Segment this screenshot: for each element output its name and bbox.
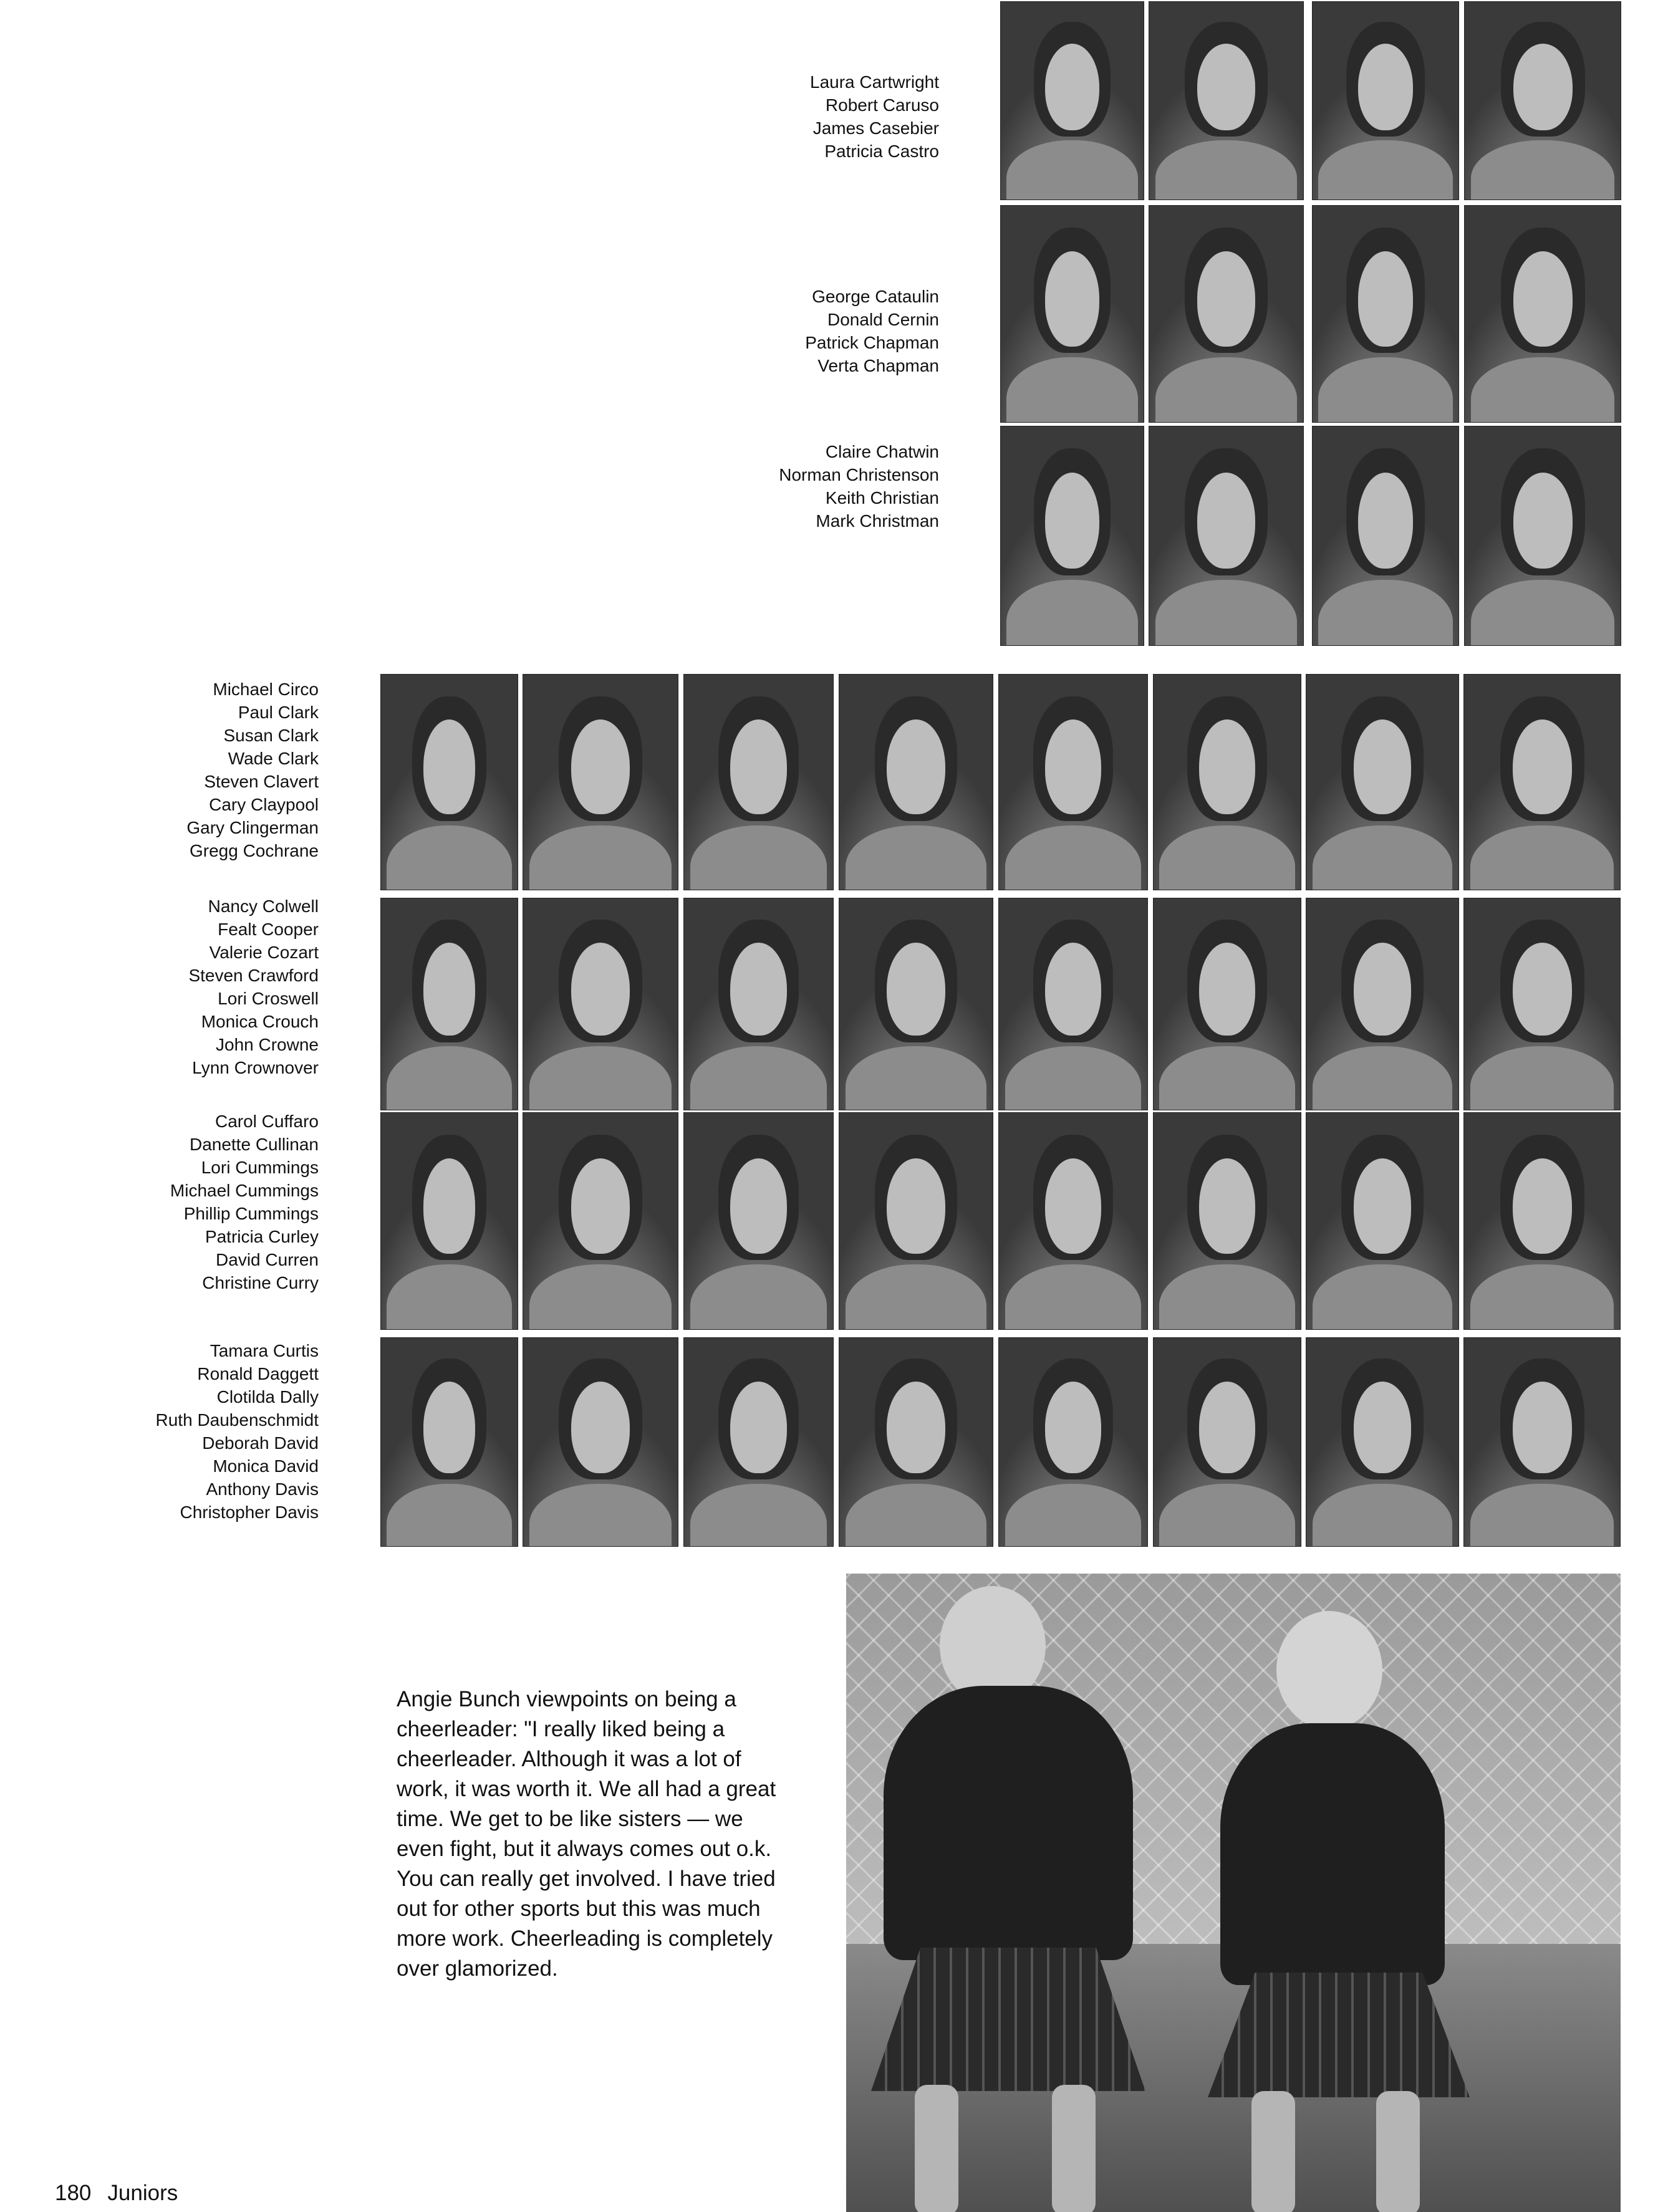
portrait-shoulders [1006, 357, 1138, 422]
student-name: Monica David [213, 1456, 319, 1476]
student-name: Lori Cummings [201, 1158, 319, 1177]
name-list-row-2 [805, 285, 939, 377]
student-portrait [1306, 675, 1458, 890]
name-list-row-6 [170, 1110, 319, 1294]
portrait-shoulders [1471, 357, 1614, 422]
portrait-face [1358, 251, 1414, 347]
name-list-row-3 [779, 440, 939, 532]
cheerleader-legs [1376, 2091, 1420, 2212]
student-portrait [1464, 675, 1620, 890]
student-portrait [1149, 206, 1303, 422]
student-portrait [839, 675, 993, 890]
student-portrait [1464, 1113, 1620, 1329]
portrait-face [1513, 1158, 1572, 1254]
portrait-shoulders [1313, 1484, 1452, 1546]
student-portrait [1306, 1113, 1458, 1329]
student-portrait [1306, 1338, 1458, 1546]
portrait-face [1199, 943, 1255, 1036]
student-portrait [1001, 2, 1144, 200]
student-name: Mark Christman [816, 511, 939, 531]
student-name: Lynn Crownover [192, 1058, 319, 1077]
cheerleader-photo [846, 1574, 1621, 2212]
portrait-shoulders [690, 1046, 827, 1110]
student-name: Carol Cuffaro [215, 1112, 319, 1131]
student-name: Clotilda Dally [216, 1387, 319, 1407]
portrait-face [730, 943, 787, 1036]
portrait-shoulders [1471, 140, 1614, 200]
portrait-shoulders [529, 1484, 672, 1546]
student-portrait [523, 1113, 678, 1329]
portrait-face [887, 719, 945, 814]
photo-caption: Angie Bunch viewpoints on being a cheerleader: "I really liked being a cheerleader. Although it was a lot of work, it was worth it. We all had a great time. We get to be like sisters — we even fight, but it always comes out o.k. You can really get involved. I have tried out for other sports but this was much more work. Cheerleading is completely over glamorized. [397, 1687, 776, 1981]
portrait-face [730, 1382, 787, 1473]
student-name: Michael Cummings [170, 1181, 319, 1200]
student-name: Phillip Cummings [183, 1204, 319, 1223]
student-name: Steven Crawford [188, 966, 319, 985]
portrait-shoulders [1313, 1046, 1452, 1110]
cheerleader-sweater [1220, 1723, 1445, 1985]
student-name: Christine Curry [202, 1273, 319, 1292]
student-name: James Casebier [812, 118, 939, 138]
portrait-face [571, 943, 630, 1036]
cheerleader-legs [1251, 2091, 1295, 2212]
name-list-row-1 [810, 70, 939, 163]
name-list-row-5 [188, 895, 319, 1079]
portrait-shoulders [1006, 140, 1138, 200]
portrait-face [423, 719, 475, 814]
portrait-shoulders [1313, 825, 1452, 890]
student-portrait [684, 675, 833, 890]
portrait-face [1199, 1158, 1255, 1254]
portrait-shoulders [846, 825, 986, 890]
student-name: Anthony Davis [206, 1479, 319, 1499]
student-portrait [381, 898, 518, 1110]
student-portrait [839, 898, 993, 1110]
portrait-face [1354, 1158, 1412, 1254]
student-portrait [1306, 898, 1458, 1110]
student-name: Deborah David [202, 1433, 319, 1453]
student-name: Patricia Curley [205, 1227, 319, 1246]
student-name: Lori Croswell [218, 989, 319, 1008]
student-portrait [1154, 898, 1301, 1110]
portrait-face [1197, 44, 1256, 130]
student-portrait [684, 1338, 833, 1546]
student-portrait [999, 1338, 1147, 1546]
portrait-face [571, 1158, 630, 1254]
student-name: Patrick Chapman [805, 333, 939, 352]
student-portrait [1465, 2, 1621, 200]
student-portrait [1464, 898, 1620, 1110]
portrait-face [1045, 1158, 1101, 1254]
portrait-shoulders [1470, 1046, 1614, 1110]
student-name: Wade Clark [228, 749, 319, 768]
student-name: Robert Caruso [825, 95, 939, 115]
portrait-shoulders [387, 1264, 512, 1329]
portrait-face [1513, 1382, 1572, 1473]
portrait-face [887, 943, 945, 1036]
student-name: Cary Claypool [209, 795, 319, 814]
student-portrait [1001, 206, 1144, 422]
portrait-shoulders [529, 1046, 672, 1110]
portrait-face [423, 1158, 475, 1254]
portrait-shoulders [1005, 1264, 1142, 1329]
portrait-shoulders [690, 1264, 827, 1329]
portrait-face [730, 1158, 787, 1254]
student-portrait [1313, 2, 1458, 200]
student-name: Susan Clark [223, 726, 319, 745]
student-name: Verta Chapman [817, 356, 939, 375]
page-footer [55, 2181, 178, 2206]
portrait-shoulders [846, 1046, 986, 1110]
student-portrait [1149, 2, 1303, 200]
student-portrait [1313, 206, 1458, 422]
student-name: George Cataulin [812, 287, 939, 306]
cheerleader-head [1276, 1611, 1382, 1729]
portrait-face [1358, 44, 1414, 130]
portrait-face [1045, 1382, 1101, 1473]
portrait-shoulders [387, 1484, 512, 1546]
student-name: Fealt Cooper [218, 920, 319, 939]
student-name: Paul Clark [238, 703, 319, 722]
portrait-shoulders [1005, 1046, 1142, 1110]
portrait-shoulders [1159, 1484, 1294, 1546]
portrait-face [1199, 719, 1255, 814]
student-name: Steven Clavert [204, 772, 319, 791]
name-list-row-7 [156, 1339, 319, 1524]
student-name: Patricia Castro [824, 142, 939, 161]
student-name: Gary Clingerman [186, 818, 319, 837]
student-name: Norman Christenson [779, 465, 939, 484]
student-name: Ronald Daggett [197, 1364, 319, 1383]
portrait-shoulders [1471, 580, 1614, 645]
portrait-shoulders [529, 825, 672, 890]
student-portrait [1154, 675, 1301, 890]
portrait-shoulders [1318, 580, 1452, 645]
portrait-shoulders [1155, 580, 1297, 645]
portrait-face [1045, 719, 1101, 814]
portrait-shoulders [846, 1264, 986, 1329]
student-name: Keith Christian [825, 488, 939, 507]
portrait-face [1045, 251, 1099, 347]
cheerleader-legs [1052, 2085, 1096, 2212]
student-portrait [381, 1113, 518, 1329]
portrait-face [423, 1382, 475, 1473]
name-list-row-4 [186, 678, 319, 862]
student-portrait [684, 898, 833, 1110]
page-number: 180 [55, 2181, 92, 2205]
student-portrait [381, 1338, 518, 1546]
student-portrait [1465, 206, 1621, 422]
portrait-shoulders [1006, 580, 1138, 645]
portrait-face [730, 719, 787, 814]
section-name: Juniors [107, 2181, 178, 2205]
student-portrait [1313, 426, 1458, 645]
student-name: David Curren [216, 1250, 319, 1269]
student-name: Christopher Davis [180, 1503, 319, 1522]
student-portrait [1154, 1338, 1301, 1546]
portrait-shoulders [1155, 357, 1297, 422]
portrait-face [1045, 943, 1101, 1036]
portrait-shoulders [1470, 1484, 1614, 1546]
portrait-face [1199, 1382, 1255, 1473]
portrait-shoulders [1159, 825, 1294, 890]
portrait-shoulders [529, 1264, 672, 1329]
portrait-face [1354, 719, 1412, 814]
portrait-face [1513, 473, 1573, 569]
portrait-shoulders [690, 825, 827, 890]
portrait-face [1197, 473, 1256, 569]
portrait-face [1358, 473, 1414, 569]
student-name: Tamara Curtis [210, 1341, 319, 1360]
student-portrait [999, 898, 1147, 1110]
cheerleader-legs [915, 2085, 958, 2212]
portrait-face [571, 719, 630, 814]
student-name: Donald Cernin [827, 310, 939, 329]
portrait-shoulders [387, 825, 512, 890]
student-name: Monica Crouch [201, 1012, 319, 1031]
student-name: Nancy Colwell [208, 897, 319, 916]
cheerleader-sweater [884, 1686, 1133, 1960]
student-portrait [1465, 426, 1621, 645]
portrait-face [1354, 1382, 1412, 1473]
portrait-face [423, 943, 475, 1036]
portrait-face [1045, 473, 1099, 569]
student-portrait [839, 1113, 993, 1329]
student-portrait [1149, 426, 1303, 645]
student-portrait [523, 675, 678, 890]
student-portrait [999, 675, 1147, 890]
portrait-shoulders [1159, 1046, 1294, 1110]
portrait-shoulders [1159, 1264, 1294, 1329]
portrait-face [887, 1382, 945, 1473]
portrait-face [571, 1382, 630, 1473]
student-portrait [1464, 1338, 1620, 1546]
student-portrait [523, 898, 678, 1110]
portrait-shoulders [690, 1484, 827, 1546]
student-name: Michael Circo [213, 680, 319, 699]
portrait-shoulders [1470, 1264, 1614, 1329]
student-name: Danette Cullinan [189, 1135, 319, 1154]
portrait-shoulders [1313, 1264, 1452, 1329]
student-name: Ruth Daubenschmidt [155, 1410, 319, 1430]
portrait-shoulders [1005, 825, 1142, 890]
student-name: Laura Cartwright [810, 72, 939, 92]
portrait-shoulders [1470, 825, 1614, 890]
portrait-face [1354, 943, 1412, 1036]
student-portrait [999, 1113, 1147, 1329]
portrait-face [1045, 44, 1099, 130]
portrait-face [1197, 251, 1256, 347]
portrait-face [1513, 44, 1573, 130]
portrait-shoulders [1318, 357, 1452, 422]
portrait-face [1513, 943, 1572, 1036]
portrait-shoulders [846, 1484, 986, 1546]
student-name: Claire Chatwin [825, 442, 939, 461]
student-portrait [1154, 1113, 1301, 1329]
portrait-face [1513, 719, 1572, 814]
student-portrait [381, 675, 518, 890]
portrait-face [1513, 251, 1573, 347]
student-name: Gregg Cochrane [189, 841, 319, 860]
student-portrait [1001, 426, 1144, 645]
student-name: John Crowne [216, 1035, 319, 1054]
portrait-face [887, 1158, 945, 1254]
portrait-shoulders [1318, 140, 1452, 200]
portrait-shoulders [1005, 1484, 1142, 1546]
student-name: Valerie Cozart [209, 943, 319, 962]
portrait-shoulders [1155, 140, 1297, 200]
student-portrait [684, 1113, 833, 1329]
portrait-shoulders [387, 1046, 512, 1110]
student-portrait [523, 1338, 678, 1546]
student-portrait [839, 1338, 993, 1546]
